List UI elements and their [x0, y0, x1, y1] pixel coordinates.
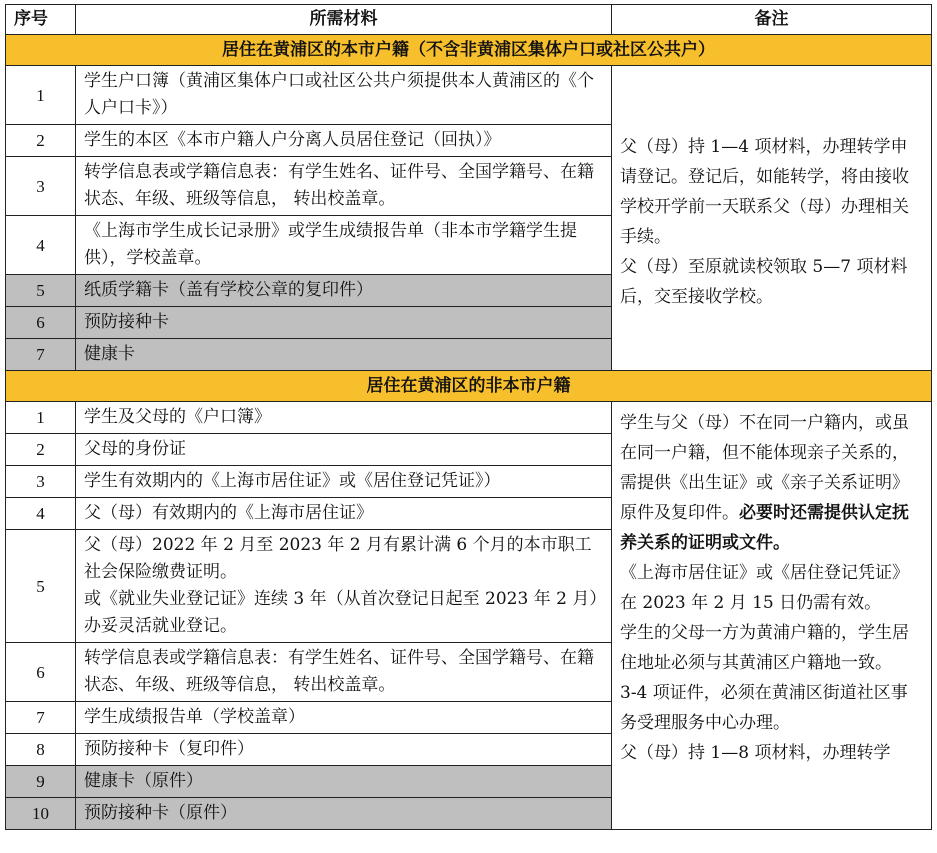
section2-note-b: 《上海市居住证》或《居住登记凭证》在 2023 年 2 月 15 日仍需有效。	[620, 563, 909, 613]
row-num: 7	[6, 339, 76, 371]
row-num: 3	[6, 157, 76, 216]
materials-table	[5, 4, 932, 830]
row-num: 5	[6, 275, 76, 307]
row-num: 2	[6, 434, 76, 466]
row-material	[76, 530, 612, 643]
section2-note-a-text: 学生与父（母）不在同一户籍内，或虽在同一户籍，但不能体现亲子关系的，需提供《出生证》或《亲子关系证明》原件及复印件。	[620, 413, 909, 523]
row-num: 1	[6, 402, 76, 434]
section1-title: 居住在黄浦区的本市户籍（不含非黄浦区集体户口或社区公共户）	[6, 35, 932, 66]
section2-note-a-bold: 必要时还需提供认定抚养关系的证明或文件。	[620, 503, 909, 553]
row-num: 9	[6, 766, 76, 798]
row-num: 2	[6, 125, 76, 157]
row-material: 健康卡（原件）	[76, 766, 612, 798]
row-num: 1	[6, 66, 76, 125]
row-material: 转学信息表或学籍信息表：有学生姓名、证件号、全国学籍号、在籍状态、年级、班级等信息， 转出校盖章。	[76, 643, 612, 702]
row-material: 《上海市学生成长记录册》或学生成绩报告单（非本市学籍学生提供），学校盖章。	[76, 216, 612, 275]
row-num: 4	[6, 216, 76, 275]
header-materials: 所需材料	[76, 5, 612, 35]
row-material: 学生户口簿（黄浦区集体户口或社区公共户须提供本人黄浦区的《个人户口卡》）	[76, 66, 612, 125]
section2-note-d: 3-4 项证件，必须在黄浦区街道社区事务受理服务中心办理。	[620, 683, 908, 733]
row-material-line2: 或《就业失业登记证》连续 3 年（从首次登记日起至 2023 年 2 月）办妥灵活就业登记。	[84, 589, 598, 636]
section2-note-c: 学生的父母一方为黄浦户籍的，学生居住地址必须与其黄浦区户籍地一致。	[620, 623, 909, 673]
section1-note-p1: 父（母）持 1—4 项材料，办理转学申请登记。登记后，如能转学，将由接收学校开学前一天联系父（母）办理相关手续。	[620, 137, 909, 247]
section2-note-a	[620, 408, 923, 558]
table-row	[6, 402, 932, 434]
row-num: 3	[6, 466, 76, 498]
section2-note	[612, 402, 932, 830]
section1-header	[6, 35, 932, 66]
section1-note	[612, 66, 932, 371]
row-material: 预防接种卡	[76, 307, 612, 339]
row-material: 预防接种卡（原件）	[76, 798, 612, 830]
section1-note-p2: 父（母）至原就读校领取 5—7 项材料后，交至接收学校。	[620, 257, 908, 307]
row-material: 父母的身份证	[76, 434, 612, 466]
row-num: 6	[6, 643, 76, 702]
row-num: 7	[6, 702, 76, 734]
table-row	[6, 66, 932, 125]
row-material: 健康卡	[76, 339, 612, 371]
section2-header	[6, 371, 932, 402]
row-material: 学生及父母的《户口簿》	[76, 402, 612, 434]
section2-note-e: 父（母）持 1—8 项材料，办理转学	[620, 743, 891, 763]
row-num: 8	[6, 734, 76, 766]
table-header-row	[6, 5, 932, 35]
row-material: 学生成绩报告单（学校盖章）	[76, 702, 612, 734]
row-material: 纸质学籍卡（盖有学校公章的复印件）	[76, 275, 612, 307]
row-material: 预防接种卡（复印件）	[76, 734, 612, 766]
section2-title: 居住在黄浦区的非本市户籍	[6, 371, 932, 402]
row-material-line1: 父（母）2022 年 2 月至 2023 年 2 月有累计满 6 个月的本市职工社会保险缴费证明。	[84, 535, 592, 582]
row-material: 学生的本区《本市户籍人户分离人员居住登记（回执）》	[76, 125, 612, 157]
row-num: 6	[6, 307, 76, 339]
header-notes: 备注	[612, 5, 932, 35]
row-material: 学生有效期内的《上海市居住证》或《居住登记凭证》）	[76, 466, 612, 498]
row-num: 5	[6, 530, 76, 643]
row-material: 转学信息表或学籍信息表：有学生姓名、证件号、全国学籍号、在籍状态、年级、班级等信息， 转出校盖章。	[76, 157, 612, 216]
row-num: 4	[6, 498, 76, 530]
row-material: 父（母）有效期内的《上海市居住证》	[76, 498, 612, 530]
row-num: 10	[6, 798, 76, 830]
header-num: 序号	[6, 5, 76, 35]
